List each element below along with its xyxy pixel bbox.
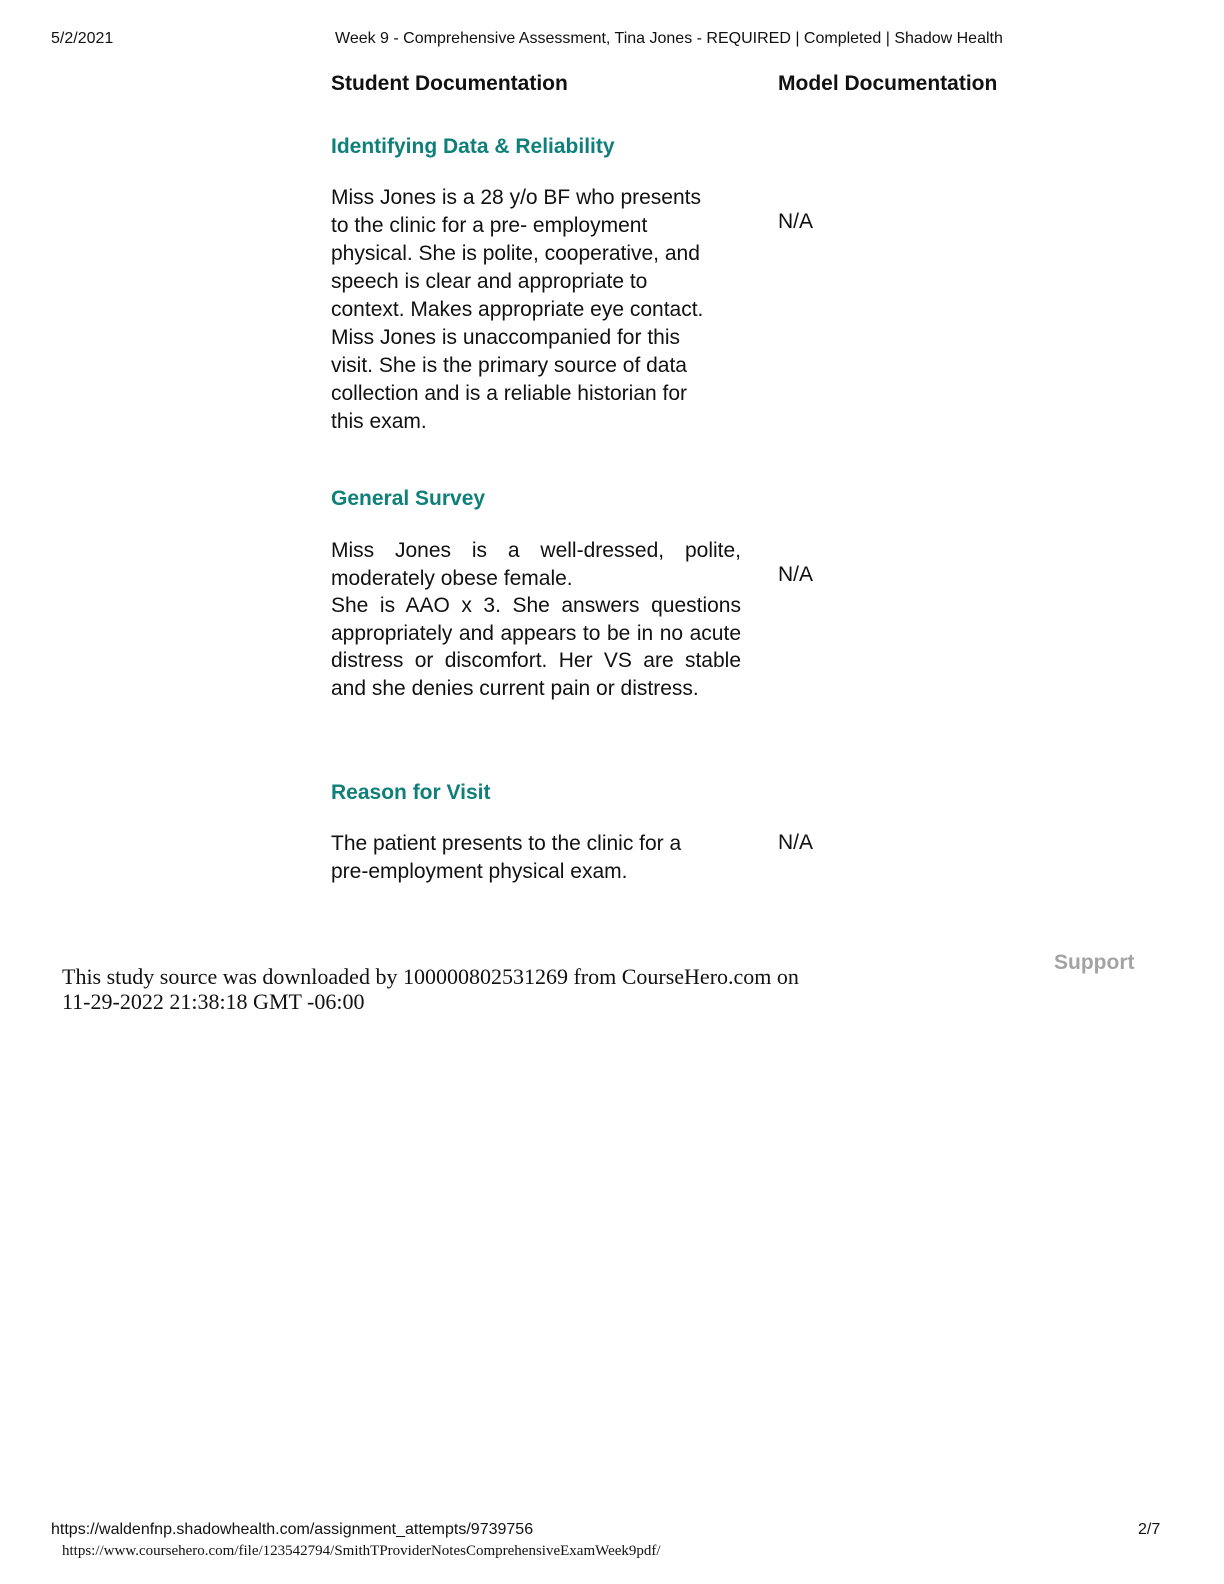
model-text-reason-for-visit: N/A (778, 831, 814, 854)
support-link[interactable]: Support (1054, 951, 1135, 974)
student-text-identifying-data (331, 184, 751, 436)
text-line: Miss Jones is a 28 y/o BF who presents (331, 186, 701, 209)
text-line: physical. She is polite, cooperative, and (331, 242, 700, 265)
text-line: to the clinic for a pre- employment (331, 214, 648, 237)
print-title: Week 9 - Comprehensive Assessment, Tina Jones - REQUIRED | Completed | Shadow Health (335, 30, 1003, 47)
section-title-reason-for-visit: Reason for Visit (331, 781, 491, 804)
text-line: Miss Jones is unaccompanied for this (331, 326, 680, 349)
text-line: The patient presents to the clinic for a (331, 832, 682, 855)
student-documentation-heading: Student Documentation (331, 72, 568, 95)
student-text-reason-for-visit (331, 830, 751, 886)
text-paragraph: She is AAO x 3. She answers questions appropriately and appears to be in no acute distress or discomfort. Her VS are stable and she denies current pain or distress. (331, 594, 741, 700)
text-line: context. Makes appropriate eye contact. (331, 298, 704, 321)
model-text-identifying-data: N/A (778, 210, 814, 233)
text-line: this exam. (331, 410, 427, 433)
text-line: pre-employment physical exam. (331, 860, 628, 883)
text-line: speech is clear and appropriate to (331, 270, 648, 293)
section-title-general-survey: General Survey (331, 487, 486, 510)
watermark-line: 11-29-2022 21:38:18 GMT -06:00 (62, 989, 365, 1014)
footer-url: https://waldenfnp.shadowhealth.com/assignment_attempts/9739756 (51, 1521, 534, 1538)
coursehero-watermark (62, 964, 799, 1014)
model-text-general-survey: N/A (778, 563, 814, 586)
watermark-line: This study source was downloaded by 100000802531269 from CourseHero.com on (62, 964, 799, 989)
text-line: collection and is a reliable historian for (331, 382, 688, 405)
print-date: 5/2/2021 (51, 30, 114, 47)
section-title-identifying-data: Identifying Data & Reliability (331, 135, 615, 158)
student-text-general-survey (331, 537, 741, 702)
page-number: 2/7 (1138, 1521, 1161, 1538)
text-paragraph: Miss Jones is a well-dressed, polite, moderately obese female. (331, 539, 741, 590)
source-url: https://www.coursehero.com/file/123542794/SmithTProviderNotesComprehensiveExamWeek9pdf/ (62, 1543, 661, 1559)
text-line: visit. She is the primary source of data (331, 354, 687, 377)
model-documentation-heading: Model Documentation (778, 72, 998, 95)
